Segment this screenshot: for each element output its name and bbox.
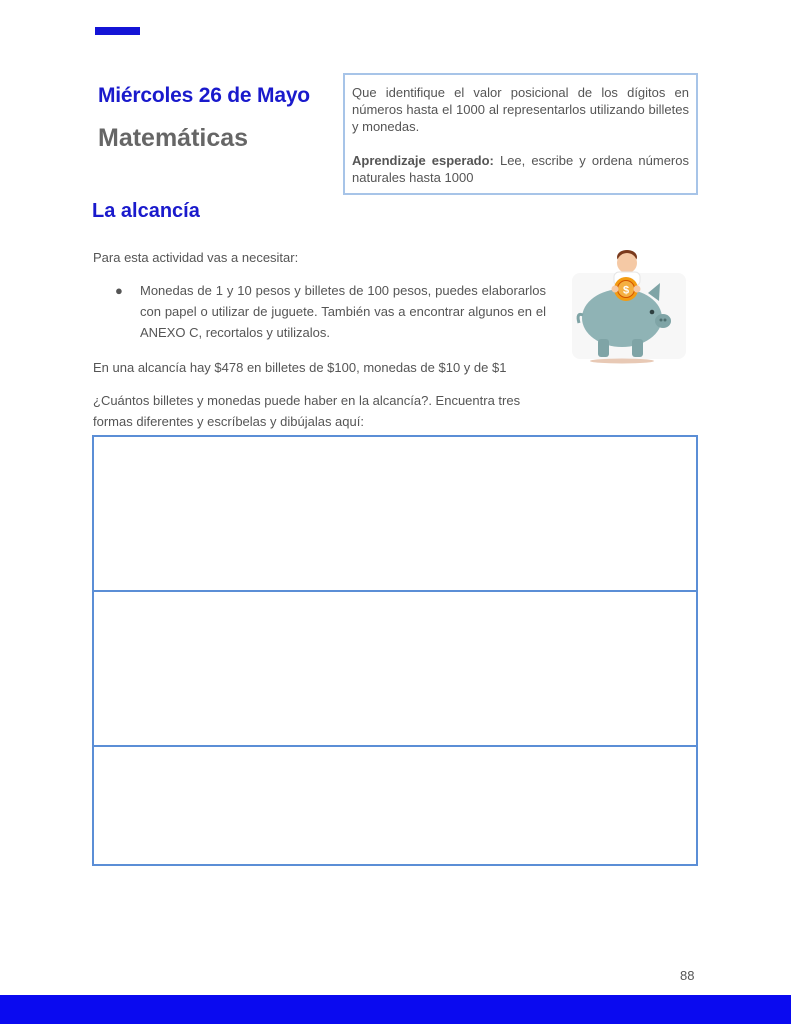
piggy-bank-icon xyxy=(570,243,688,367)
top-accent-bar xyxy=(95,27,140,35)
materials-intro: Para esta actividad vas a necesitar: xyxy=(93,250,299,265)
expected-learning xyxy=(352,152,689,186)
coin-symbol: $ xyxy=(622,284,630,297)
materials-text: Monedas de 1 y 10 pesos y billetes de 100 pesos, puedes elaborarlos con papel o utilizar de juguete. También vas a encontrar algunos en el ANEXO C, recortalos y utilizalos. xyxy=(140,283,546,340)
problem-question: ¿Cuántos billetes y monedas puede haber en la alcancía?. Encuentra tres formas diferentes y escríbelas y dibújalas aquí: xyxy=(93,393,521,429)
materials-list-item xyxy=(115,280,546,343)
section-title: La alcancía xyxy=(92,200,200,222)
answer-box-3[interactable] xyxy=(92,745,698,866)
learning-goal-box xyxy=(343,73,698,195)
bullet-icon: ● xyxy=(115,283,123,298)
goal-text: Que identifique el valor posicional de los dígitos en números hasta el 1000 al representarlos utilizando billetes y monedas. xyxy=(352,85,689,134)
answer-box-2[interactable] xyxy=(92,590,698,747)
lesson-date: Miércoles 26 de Mayo xyxy=(98,84,310,107)
expected-label: Aprendizaje esperado: xyxy=(352,153,494,168)
bottom-accent-bar xyxy=(0,995,791,1024)
answer-box-1[interactable] xyxy=(92,435,698,592)
expected-text: Lee, escribe y ordena números naturales hasta 1000 xyxy=(352,153,689,185)
problem-statement: En una alcancía hay $478 en billetes de $100, monedas de $10 y de $1 xyxy=(93,360,507,375)
subject-title: Matemáticas xyxy=(98,124,249,152)
page-number: 88 xyxy=(680,968,695,983)
